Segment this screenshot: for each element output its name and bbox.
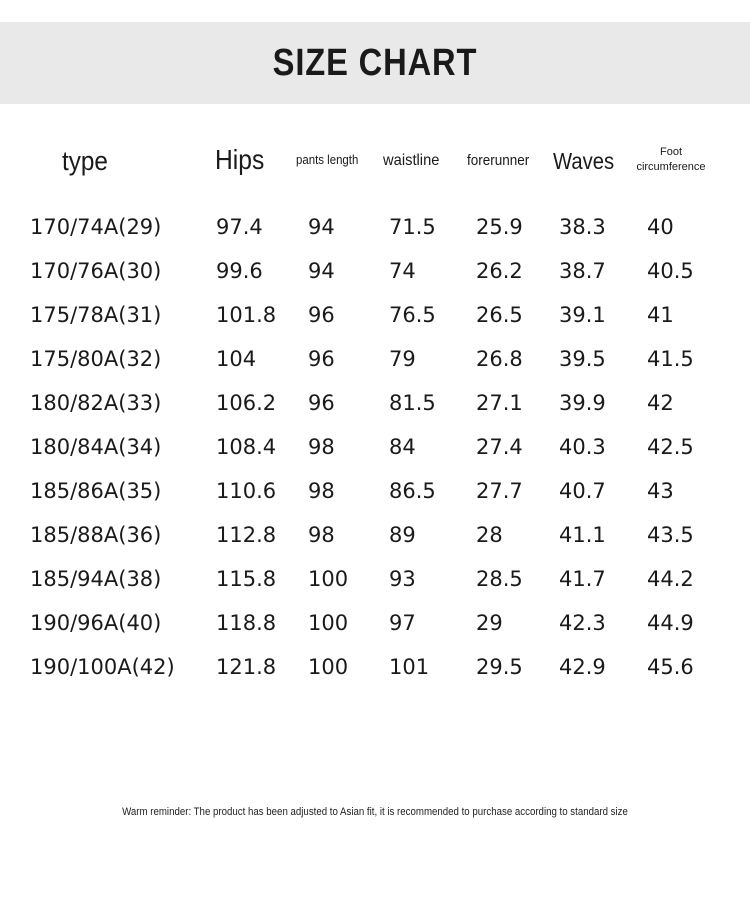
cell-foot-circumference: 42 bbox=[647, 391, 674, 415]
cell-foot-circumference: 44.9 bbox=[647, 611, 694, 635]
cell-waves: 38.3 bbox=[559, 215, 606, 239]
cell-pants-length: 98 bbox=[308, 435, 335, 459]
header-foot-circumference: Foot circumference bbox=[636, 146, 706, 173]
cell-waves: 42.9 bbox=[559, 655, 606, 679]
cell-type: 170/74A(29) bbox=[30, 215, 162, 239]
cell-waves: 39.1 bbox=[559, 303, 606, 327]
table-row bbox=[0, 432, 750, 462]
cell-foot-circumference: 41 bbox=[647, 303, 674, 327]
table-row bbox=[0, 256, 750, 286]
cell-pants-length: 100 bbox=[308, 655, 349, 679]
cell-foot-circumference: 43 bbox=[647, 479, 674, 503]
header-type: type bbox=[62, 146, 108, 176]
cell-waistline: 79 bbox=[389, 347, 416, 371]
cell-waves: 39.9 bbox=[559, 391, 606, 415]
header-hips: Hips bbox=[215, 144, 265, 175]
cell-type: 190/100A(42) bbox=[30, 655, 175, 679]
cell-hips: 97.4 bbox=[216, 215, 263, 239]
cell-forerunner: 28.5 bbox=[476, 567, 523, 591]
cell-hips: 112.8 bbox=[216, 523, 277, 547]
table-row bbox=[0, 300, 750, 330]
cell-waistline: 93 bbox=[389, 567, 416, 591]
cell-hips: 104 bbox=[216, 347, 257, 371]
cell-hips: 101.8 bbox=[216, 303, 277, 327]
cell-hips: 115.8 bbox=[216, 567, 277, 591]
cell-foot-circumference: 40.5 bbox=[647, 259, 694, 283]
cell-forerunner: 26.5 bbox=[476, 303, 523, 327]
cell-forerunner: 27.1 bbox=[476, 391, 523, 415]
cell-pants-length: 96 bbox=[308, 347, 335, 371]
cell-pants-length: 100 bbox=[308, 611, 349, 635]
cell-hips: 118.8 bbox=[216, 611, 277, 635]
header-waves: Waves bbox=[553, 148, 615, 174]
cell-forerunner: 27.7 bbox=[476, 479, 523, 503]
cell-hips: 121.8 bbox=[216, 655, 277, 679]
cell-type: 175/78A(31) bbox=[30, 303, 162, 327]
cell-pants-length: 98 bbox=[308, 523, 335, 547]
cell-type: 185/88A(36) bbox=[30, 523, 162, 547]
cell-pants-length: 98 bbox=[308, 479, 335, 503]
table-row bbox=[0, 608, 750, 638]
cell-foot-circumference: 40 bbox=[647, 215, 674, 239]
header-pants-length: pants length bbox=[296, 152, 359, 167]
warm-reminder-note: Warm reminder: The product has been adjusted to Asian fit, it is recommended to purchase according to standard size bbox=[122, 806, 628, 818]
cell-forerunner: 26.2 bbox=[476, 259, 523, 283]
cell-foot-circumference: 45.6 bbox=[647, 655, 694, 679]
cell-forerunner: 29.5 bbox=[476, 655, 523, 679]
cell-waistline: 101 bbox=[389, 655, 430, 679]
cell-pants-length: 94 bbox=[308, 215, 335, 239]
cell-forerunner: 29 bbox=[476, 611, 503, 635]
cell-hips: 110.6 bbox=[216, 479, 277, 503]
cell-waves: 42.3 bbox=[559, 611, 606, 635]
cell-waves: 40.7 bbox=[559, 479, 606, 503]
cell-pants-length: 94 bbox=[308, 259, 335, 283]
cell-waistline: 86.5 bbox=[389, 479, 436, 503]
header-forerunner: forerunner bbox=[467, 152, 530, 169]
cell-type: 180/82A(33) bbox=[30, 391, 162, 415]
cell-forerunner: 26.8 bbox=[476, 347, 523, 371]
table-row bbox=[0, 520, 750, 550]
cell-waves: 40.3 bbox=[559, 435, 606, 459]
cell-waves: 41.7 bbox=[559, 567, 606, 591]
cell-pants-length: 100 bbox=[308, 567, 349, 591]
page-title: SIZE CHART bbox=[272, 42, 478, 84]
cell-type: 190/96A(40) bbox=[30, 611, 162, 635]
cell-hips: 99.6 bbox=[216, 259, 263, 283]
cell-forerunner: 28 bbox=[476, 523, 503, 547]
table-row bbox=[0, 476, 750, 506]
cell-type: 175/80A(32) bbox=[30, 347, 162, 371]
cell-hips: 106.2 bbox=[216, 391, 277, 415]
table-row bbox=[0, 564, 750, 594]
cell-waistline: 76.5 bbox=[389, 303, 436, 327]
cell-waistline: 71.5 bbox=[389, 215, 436, 239]
cell-foot-circumference: 44.2 bbox=[647, 567, 694, 591]
cell-pants-length: 96 bbox=[308, 303, 335, 327]
cell-forerunner: 27.4 bbox=[476, 435, 523, 459]
cell-waistline: 81.5 bbox=[389, 391, 436, 415]
cell-waistline: 74 bbox=[389, 259, 416, 283]
table-row bbox=[0, 344, 750, 374]
cell-foot-circumference: 41.5 bbox=[647, 347, 694, 371]
header-waistline: waistline bbox=[383, 152, 440, 169]
cell-foot-circumference: 43.5 bbox=[647, 523, 694, 547]
cell-foot-circumference: 42.5 bbox=[647, 435, 694, 459]
table-row bbox=[0, 388, 750, 418]
cell-type: 185/86A(35) bbox=[30, 479, 162, 503]
cell-waistline: 84 bbox=[389, 435, 416, 459]
cell-waistline: 89 bbox=[389, 523, 416, 547]
title-banner bbox=[0, 22, 750, 104]
table-row bbox=[0, 212, 750, 242]
cell-forerunner: 25.9 bbox=[476, 215, 523, 239]
cell-type: 170/76A(30) bbox=[30, 259, 162, 283]
cell-waves: 41.1 bbox=[559, 523, 606, 547]
cell-waistline: 97 bbox=[389, 611, 416, 635]
cell-waves: 38.7 bbox=[559, 259, 606, 283]
table-row bbox=[0, 652, 750, 682]
cell-waves: 39.5 bbox=[559, 347, 606, 371]
cell-type: 185/94A(38) bbox=[30, 567, 162, 591]
cell-type: 180/84A(34) bbox=[30, 435, 162, 459]
cell-pants-length: 96 bbox=[308, 391, 335, 415]
cell-hips: 108.4 bbox=[216, 435, 277, 459]
